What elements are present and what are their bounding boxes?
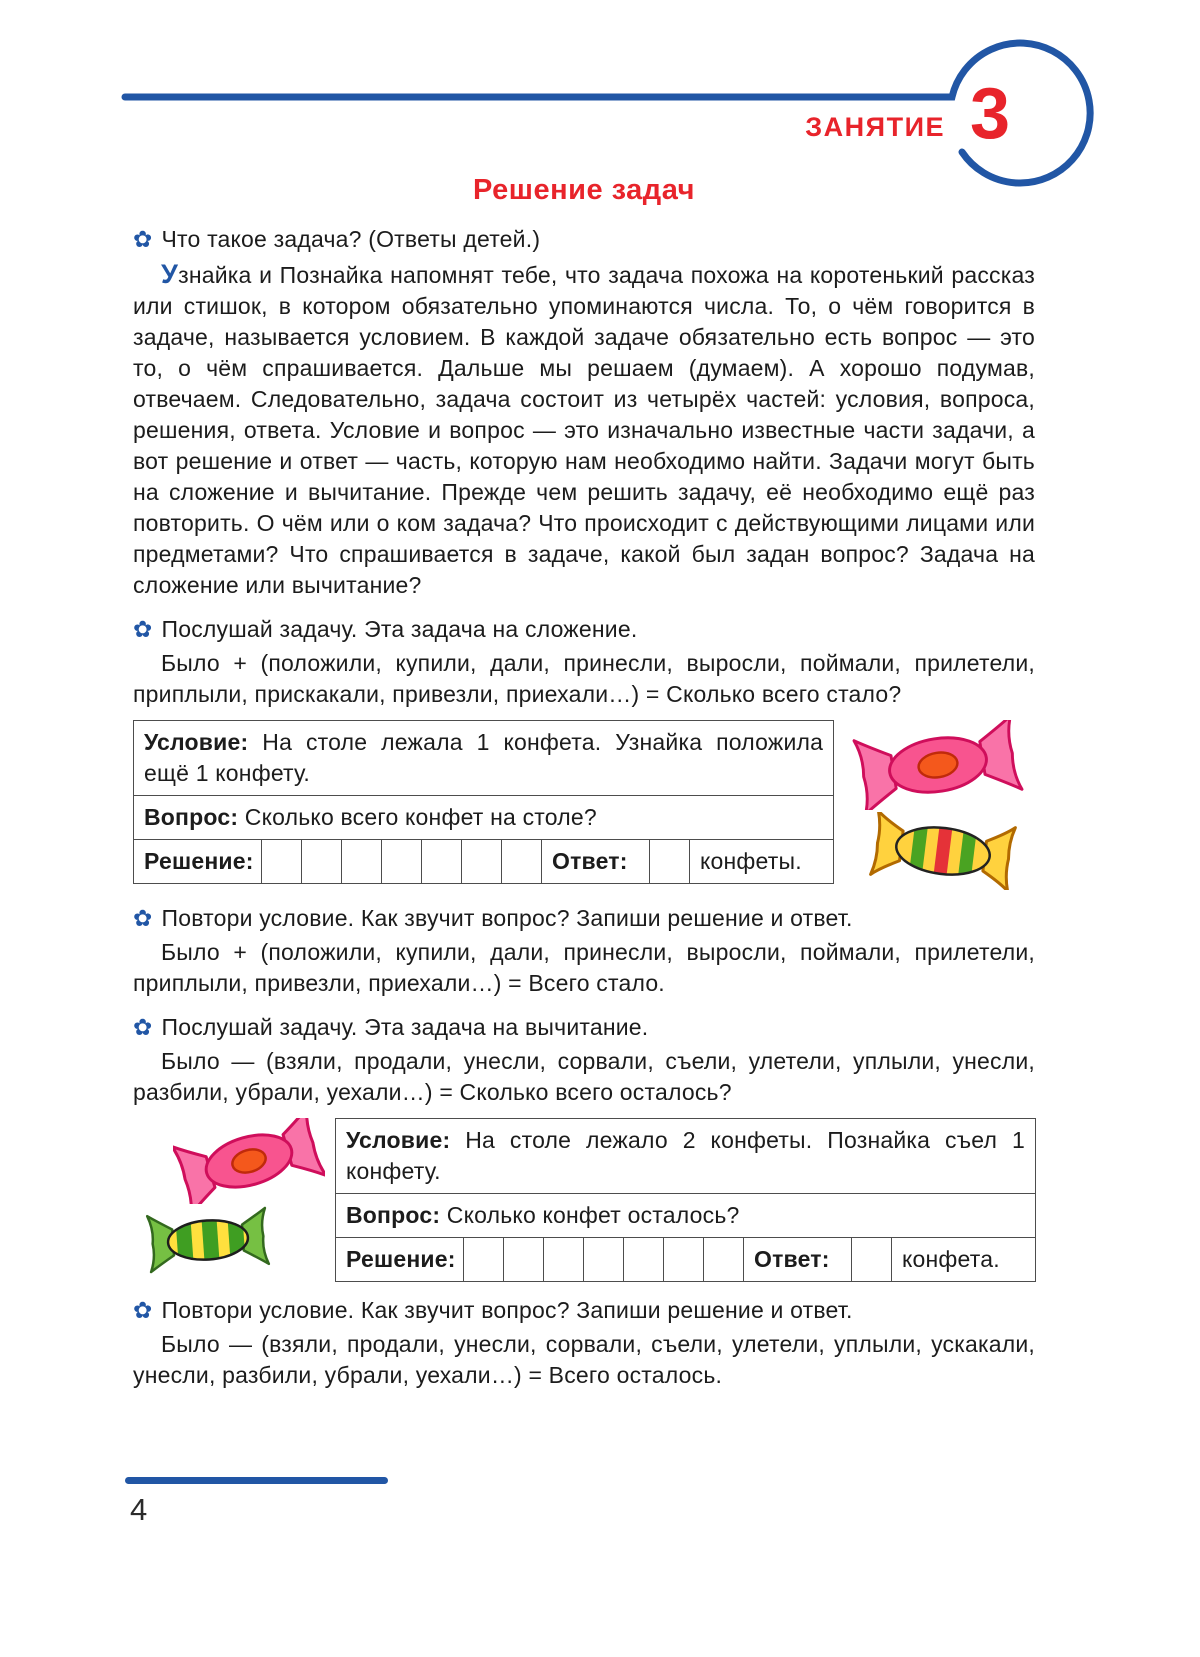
solution-write-cell [584,1238,624,1282]
bullet-text: Послушай задачу. Эта задача на сложение. [161,616,638,642]
solution-write-cell [464,1238,504,1282]
question-row [336,1194,1036,1238]
candies-left [133,1118,335,1274]
bullet-listen-addition [133,614,1035,645]
flower-bullet-icon: ✿ [133,1014,153,1040]
answer-unit: конфеты. [690,840,834,884]
answer-label: Ответ: [744,1238,852,1282]
question-cell [134,796,834,840]
question-row [134,796,834,840]
solution-write-cell [624,1238,664,1282]
answer-label: Ответ: [542,840,650,884]
intro-text: знайка и Познайка напомнят тебе, что задача похожа на коротенький рассказ или стишок, в котором обязательно упоминаются числа. То, о чём говорится в задаче, называется условием. В каждой задаче обязательно есть вопрос — это то, о чём спрашивается. Дальше мы решаем (думаем). А хорошо подумав, отвечаем. Следовательно, задача состоит из четырёх частей: условия, вопроса, решения, ответа. Условие и вопрос — это изначально известные части задачи, а вот решение и ответ — часть, которую нам необходимо найти. Задачи могут быть на сложение и вычитание. Прежде чем решить задачу, её необходимо ещё раз повторить. О чём или о ком задача? Что происходит с действующими лицами или предметами? Что спрашивается в задаче, какой был задан вопрос? Задача на сложение или вычитание? [133,262,1035,598]
bullet-question-children [133,224,1035,255]
answer-write-cell [650,840,690,884]
formula-addition-short: Было + (положили, купили, дали, принесли, выросли, поймали, прилетели, приплыли, привезли, приехали…) = Всего стало. [133,939,1035,996]
condition-cell [134,721,834,796]
solution-write-cell [544,1238,584,1282]
solution-write-cell [262,840,302,884]
condition-cell [336,1119,1036,1194]
subtraction-task-block [133,1118,1035,1282]
condition-label: Условие: [144,729,249,755]
formula-subtraction-full: Было — (взяли, продали, унесли, сорвали, съели, улетели, уплыли, унесли, разбили, убрали, уехали…) = Сколько всего осталось? [133,1048,1035,1105]
question-label: Вопрос: [346,1202,441,1228]
condition-row [134,721,834,796]
solution-row [134,840,834,884]
solution-write-cell [382,840,422,884]
flower-bullet-icon: ✿ [133,1297,153,1323]
bullet-text: Что такое задача? (Ответы детей.) [161,226,541,252]
question-cell [336,1194,1036,1238]
solution-label: Решение: [134,840,262,884]
condition-label: Условие: [346,1127,451,1153]
solution-write-cell [704,1238,744,1282]
task-table-subtraction [335,1118,1036,1282]
task-table-addition [133,720,834,884]
answer-write-cell [852,1238,892,1282]
intro-paragraph [133,258,1035,601]
solution-write-cell [462,840,502,884]
bullet-text: Повтори условие. Как звучит вопрос? Запиши решение и ответ. [161,905,853,931]
candy-striped-icon [868,812,1018,890]
flower-bullet-icon: ✿ [133,616,153,642]
formula-subtraction-short: Было — (взяли, продали, унесли, сорвали, съели, улетели, уплыли, ускакали, унесли, разбили, убрали, уехали…) = Всего осталось. [133,1331,1035,1388]
candy-pink-icon [173,1118,325,1204]
candy-pink-icon [852,720,1024,810]
bullet-listen-subtraction [133,1012,1035,1043]
bullet-text: Послушай задачу. Эта задача на вычитание. [161,1014,649,1040]
dropcap-letter: У [161,258,179,289]
bullet-repeat-subtraction [133,1295,1035,1326]
candy-green-striped-icon [145,1206,271,1274]
condition-text: На столе лежала 1 конфета. Узнайка положила ещё 1 конфету. [144,729,824,786]
condition-row [336,1119,1036,1194]
bullet-repeat-addition [133,903,1035,934]
solution-write-cell [302,840,342,884]
page-content [133,168,1035,1391]
question-label: Вопрос: [144,804,239,830]
question-text: Сколько конфет осталось? [446,1202,740,1228]
formula-addition-full: Было + (положили, купили, дали, принесли, выросли, поймали, прилетели, приплыли, прискакали, привезли, приехали…) = Сколько всего стало? [133,650,1035,707]
solution-write-cell [342,840,382,884]
solution-row [336,1238,1036,1282]
solution-write-cell [502,840,542,884]
bullet-text: Повтори условие. Как звучит вопрос? Запиши решение и ответ. [161,1297,853,1323]
lesson-number: 3 [970,74,1011,154]
page-number: 4 [130,1492,148,1527]
page-title: Решение задач [473,174,695,206]
answer-unit: конфета. [892,1238,1036,1282]
condition-text: На столе лежало 2 конфеты. Познайка съел 1 конфету. [346,1127,1026,1184]
solution-label: Решение: [336,1238,464,1282]
question-text: Сколько всего конфет на столе? [244,804,597,830]
candies-right [834,720,1035,890]
lesson-label: ЗАНЯТИЕ [805,112,945,142]
footer-divider [125,1477,388,1484]
solution-write-cell [664,1238,704,1282]
solution-write-cell [504,1238,544,1282]
flower-bullet-icon: ✿ [133,226,153,252]
solution-write-cell [422,840,462,884]
flower-bullet-icon: ✿ [133,905,153,931]
addition-task-block [133,720,1035,890]
